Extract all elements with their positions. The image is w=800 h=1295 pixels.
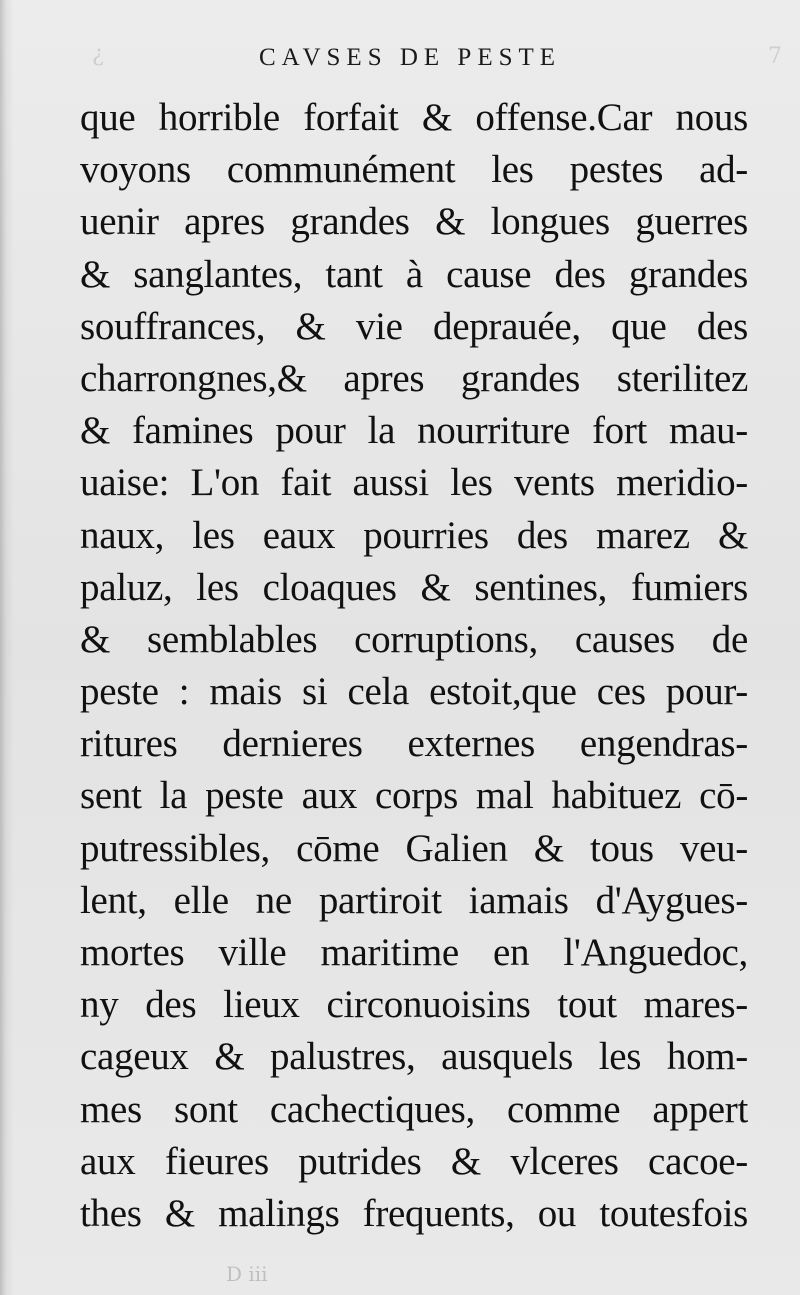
text-line: voyons communément les pestes ad- (80, 148, 748, 192)
text-line: mes sont cachectiques, comme appert (80, 1087, 748, 1131)
text-line: souffrances, & vie deprauée, que des (80, 304, 748, 348)
text-line: ny des lieux circonuoisins tout mares- (80, 983, 748, 1027)
running-head: CAVSES DE PESTE (258, 44, 562, 71)
text-line: mortes ville maritime en l'Anguedoc, (80, 931, 748, 974)
text-line: que horrible forfait & offense.Car nous (80, 96, 748, 139)
text-line: sent la peste aux corps mal habituez cō- (80, 774, 748, 818)
show-through-right: 7 (768, 44, 782, 69)
text-line: thes & malings frequents, ou toutesfois (80, 1191, 748, 1235)
text-line: charrongnes,& apres grandes sterilitez (80, 356, 748, 400)
text-line: peste : mais si cela estoit,que ces pour- (80, 670, 748, 714)
text-line: & sanglantes, tant à cause des grandes (80, 252, 748, 296)
text-line: & semblables corruptions, causes de (80, 617, 748, 661)
text-line: lent, elle ne partiroit iamais d'Aygues- (80, 878, 748, 922)
page-body-text (80, 92, 748, 1240)
text-line: & famines pour la nourriture fort mau- (80, 409, 748, 453)
text-line: uenir apres grandes & longues guerres (80, 200, 748, 244)
text-line: paluz, les cloaques & sentines, fumiers (80, 565, 748, 609)
text-line: aux fieures putrides & vlceres cacoe- (80, 1139, 748, 1183)
show-through-left: ¿ (92, 42, 104, 67)
text-line: naux, les eaux pourries des marez & (80, 513, 748, 557)
text-line: cageux & palustres, ausquels les hom- (80, 1035, 748, 1079)
text-line: putressibles, cōme Galien & tous veu- (80, 826, 748, 870)
signature-mark: D iii (226, 1262, 268, 1286)
text-line: uaise: L'on fait aussi les vents meridio- (80, 461, 748, 505)
text-line: ritures dernieres externes engendras- (80, 722, 748, 766)
